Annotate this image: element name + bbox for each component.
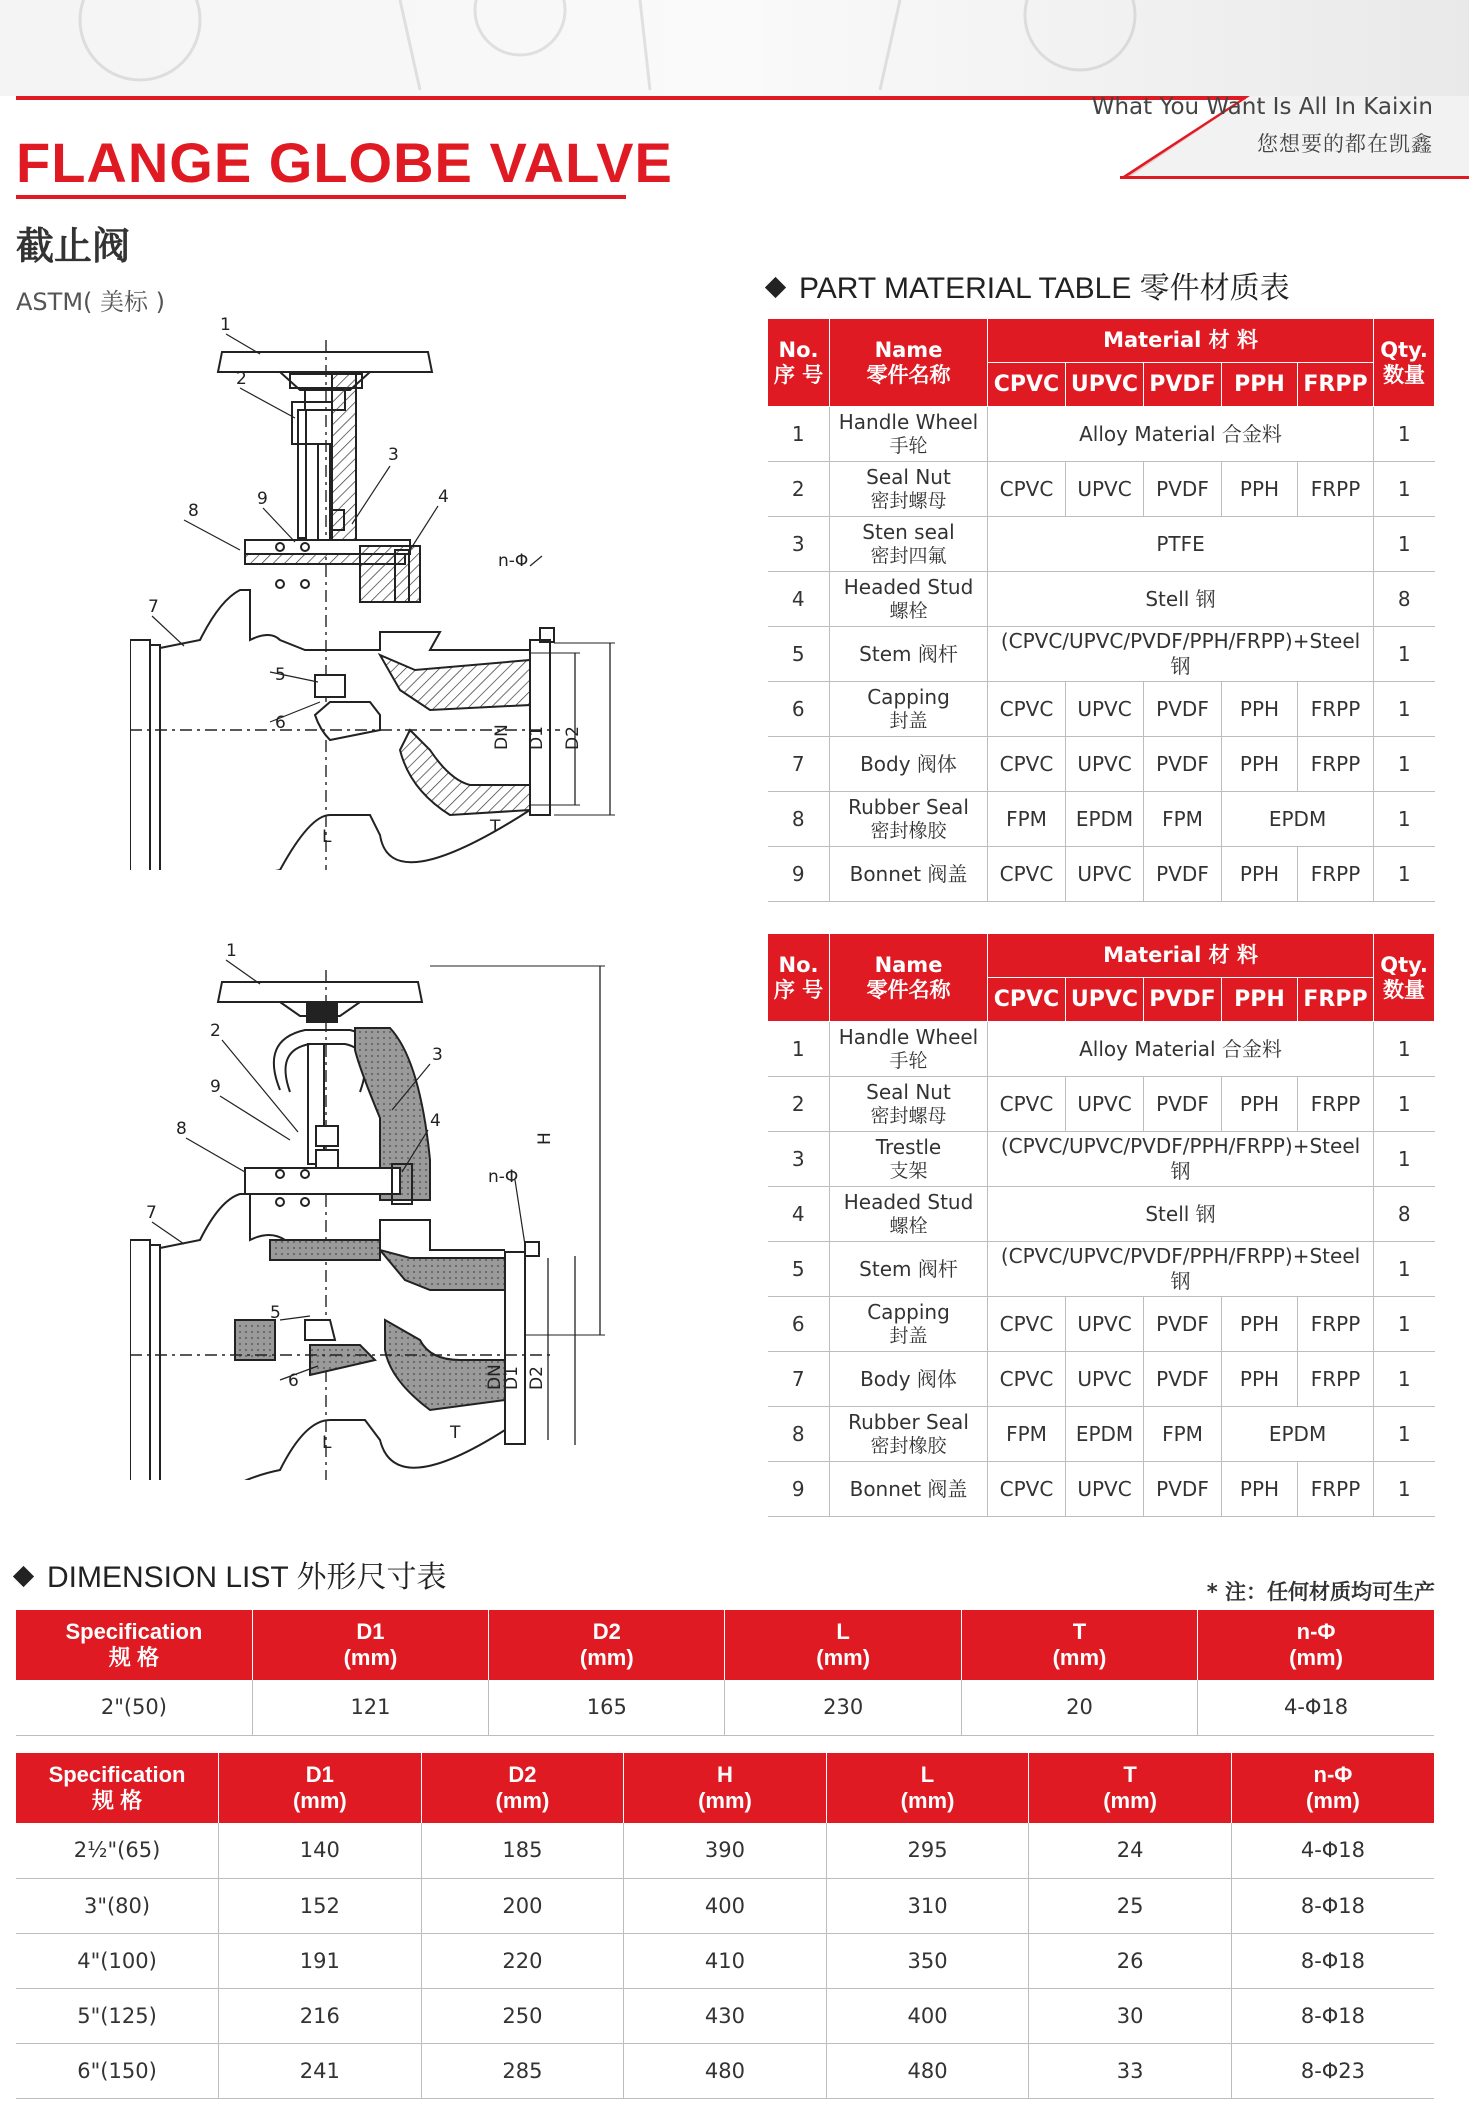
- header-name: Name 零件名称: [830, 319, 988, 407]
- header-cpvc: CPVC: [988, 978, 1066, 1022]
- dimension-table-1: [16, 1610, 1434, 1736]
- header-pph: PPH: [1222, 978, 1298, 1022]
- material-cell: EPDM: [1066, 1407, 1144, 1462]
- row-number: 4: [768, 1187, 830, 1242]
- quantity: 1: [1374, 1462, 1435, 1517]
- part-name: Body 阀体: [830, 737, 988, 792]
- part-name: Rubber Seal 密封橡胶: [830, 792, 988, 847]
- material-cell: PPH: [1222, 1352, 1298, 1407]
- drawing2-label-8: 8: [176, 1119, 187, 1139]
- drawing2-label-6: 6: [288, 1371, 299, 1391]
- table-cell: 2"(50): [16, 1680, 252, 1735]
- table-cell: 4-Φ18: [1198, 1680, 1434, 1735]
- diamond-bullet-icon: [765, 276, 786, 297]
- part-name: Handle Wheel 手轮: [830, 1022, 988, 1077]
- quantity: 1: [1374, 1242, 1435, 1297]
- material-cell: CPVC: [988, 847, 1066, 902]
- material-cell: FRPP: [1298, 847, 1374, 902]
- part-name: Bonnet 阀盖: [830, 1462, 988, 1517]
- material-cell: FRPP: [1298, 462, 1374, 517]
- table-cell: 241: [219, 2043, 422, 2098]
- material-cell: PVDF: [1144, 462, 1222, 517]
- material-cell: FRPP: [1298, 1462, 1374, 1517]
- table-cell: 390: [624, 1823, 827, 1878]
- table-row: [16, 1823, 1434, 1878]
- table-row: [16, 2043, 1434, 2098]
- drawing2-label-9: 9: [210, 1077, 221, 1097]
- table-row: [768, 1297, 1435, 1352]
- table-row: [768, 1407, 1435, 1462]
- material-cell: PPH: [1222, 1077, 1298, 1132]
- tagline-en: What You Want Is All In Kaixin: [1091, 94, 1433, 120]
- table-row: [768, 572, 1435, 627]
- material-span: (CPVC/UPVC/PVDF/PPH/FRPP)+Steel 钢: [988, 627, 1374, 682]
- column-header: D1 (mm): [252, 1610, 488, 1680]
- part-name: Trestle 支架: [830, 1132, 988, 1187]
- drawing2-label-5: 5: [270, 1303, 281, 1323]
- table-cell: 8-Φ18: [1231, 1878, 1434, 1933]
- material-span: Alloy Material 合金料: [988, 1022, 1374, 1077]
- header-pvdf: PVDF: [1144, 363, 1222, 407]
- material-span: PTFE: [988, 517, 1374, 572]
- table-cell: 400: [624, 1878, 827, 1933]
- table-cell: 220: [421, 1933, 624, 1988]
- material-cell: UPVC: [1066, 737, 1144, 792]
- row-number: 6: [768, 1297, 830, 1352]
- drawing2-h-label: H: [535, 1132, 555, 1145]
- table-cell: 140: [219, 1823, 422, 1878]
- material-cell: PPH: [1222, 682, 1298, 737]
- material-cell: PVDF: [1144, 737, 1222, 792]
- quantity: 1: [1374, 1077, 1435, 1132]
- drawing2-label-3: 3: [432, 1045, 443, 1065]
- material-span: Stell 钢: [988, 572, 1374, 627]
- row-number: 9: [768, 847, 830, 902]
- table-cell: 8-Φ18: [1231, 1933, 1434, 1988]
- material-cell: PVDF: [1144, 1077, 1222, 1132]
- material-cell: UPVC: [1066, 462, 1144, 517]
- row-number: 5: [768, 1242, 830, 1297]
- column-header: L (mm): [725, 1610, 961, 1680]
- material-cell: CPVC: [988, 1297, 1066, 1352]
- quantity: 8: [1374, 572, 1435, 627]
- quantity: 1: [1374, 682, 1435, 737]
- header-qty: Qty. 数量: [1374, 934, 1435, 1022]
- row-number: 4: [768, 572, 830, 627]
- material-cell: FPM: [1144, 792, 1222, 847]
- drawing2-dn-label: DN: [485, 1364, 505, 1390]
- drawing2-bolt-label: n-Φ: [488, 1167, 519, 1187]
- quantity: 1: [1374, 1022, 1435, 1077]
- header-name: Name 零件名称: [830, 934, 988, 1022]
- table-cell: 5"(125): [16, 1988, 219, 2043]
- drawing1-label-1: 1: [220, 315, 231, 335]
- drawing2-d2-label: D2: [527, 1366, 547, 1390]
- table-cell: 6"(150): [16, 2043, 219, 2098]
- drawing1-t-label: T: [490, 817, 501, 837]
- drawing1-label-9: 9: [257, 489, 268, 509]
- standard-label: ASTM( 美标 ): [16, 288, 166, 316]
- drawing1-d1-label: D1: [527, 726, 547, 750]
- part-name: Headed Stud 螺栓: [830, 1187, 988, 1242]
- column-header: D2 (mm): [421, 1753, 624, 1823]
- table-cell: 8-Φ18: [1231, 1988, 1434, 2043]
- table-row: [16, 1988, 1434, 2043]
- table-cell: 8-Φ23: [1231, 2043, 1434, 2098]
- material-cell: CPVC: [988, 682, 1066, 737]
- header-no: No. 序 号: [768, 319, 830, 407]
- row-number: 3: [768, 1132, 830, 1187]
- table-cell: 24: [1029, 1823, 1232, 1878]
- drawing1-label-7: 7: [148, 597, 159, 617]
- material-cell: PPH: [1222, 462, 1298, 517]
- header-frpp: FRPP: [1298, 978, 1374, 1022]
- material-span: (CPVC/UPVC/PVDF/PPH/FRPP)+Steel 钢: [988, 1242, 1374, 1297]
- part-name: Handle Wheel 手轮: [830, 407, 988, 462]
- table-cell: 3"(80): [16, 1878, 219, 1933]
- material-cell: PVDF: [1144, 847, 1222, 902]
- part-name: Seal Nut 密封螺母: [830, 462, 988, 517]
- table-row: [768, 1077, 1435, 1132]
- table-cell: 230: [725, 1680, 961, 1735]
- column-header: n-Φ (mm): [1198, 1610, 1434, 1680]
- column-header: T (mm): [1029, 1753, 1232, 1823]
- table-cell: 30: [1029, 1988, 1232, 2043]
- title-underline: [16, 195, 626, 199]
- material-cell: PVDF: [1144, 1297, 1222, 1352]
- table-cell: 400: [826, 1988, 1029, 2043]
- quantity: 1: [1374, 407, 1435, 462]
- drawing1-label-8: 8: [188, 501, 199, 521]
- material-cell: CPVC: [988, 462, 1066, 517]
- table-cell: 2½"(65): [16, 1823, 219, 1878]
- column-header: Specification 规 格: [16, 1610, 252, 1680]
- row-number: 8: [768, 792, 830, 847]
- table-cell: 285: [421, 2043, 624, 2098]
- part-name: Bonnet 阀盖: [830, 847, 988, 902]
- quantity: 1: [1374, 737, 1435, 792]
- row-number: 2: [768, 462, 830, 517]
- column-header: n-Φ (mm): [1231, 1753, 1434, 1823]
- drawing1-label-2: 2: [236, 369, 247, 389]
- quantity: 1: [1374, 1407, 1435, 1462]
- column-header: T (mm): [961, 1610, 1197, 1680]
- material-cell: FPM: [988, 1407, 1066, 1462]
- table-row: [768, 517, 1435, 572]
- valve-drawing-1: [130, 310, 630, 870]
- part-material-title: PART MATERIAL TABLE 零件材质表: [768, 263, 1290, 307]
- quantity: 1: [1374, 1352, 1435, 1407]
- material-cell: PVDF: [1144, 682, 1222, 737]
- table-row: [768, 682, 1435, 737]
- dimension-title: DIMENSION LIST 外形尺寸表: [16, 1552, 447, 1596]
- quantity: 1: [1374, 792, 1435, 847]
- drawing1-label-3: 3: [388, 445, 399, 465]
- column-header: L (mm): [826, 1753, 1029, 1823]
- page-title-cn: 截止阀: [16, 224, 131, 268]
- table-row: [16, 1878, 1434, 1933]
- material-cell: EPDM: [1222, 1407, 1374, 1462]
- diamond-bullet-icon: [13, 1565, 34, 1586]
- material-cell: PPH: [1222, 1462, 1298, 1517]
- header-no: No. 序 号: [768, 934, 830, 1022]
- table-cell: 4-Φ18: [1231, 1823, 1434, 1878]
- drawing1-bolt-label: n-Φ: [498, 551, 529, 571]
- table-cell: 185: [421, 1823, 624, 1878]
- material-cell: PVDF: [1144, 1462, 1222, 1517]
- part-material-table-2: [767, 933, 1435, 1517]
- material-cell: UPVC: [1066, 1077, 1144, 1132]
- drawing2-l-label: L: [322, 1433, 332, 1453]
- table-cell: 216: [219, 1988, 422, 2043]
- valve-drawing-2: [130, 940, 610, 1480]
- header-frpp: FRPP: [1298, 363, 1374, 407]
- table-cell: 4"(100): [16, 1933, 219, 1988]
- material-span: (CPVC/UPVC/PVDF/PPH/FRPP)+Steel 钢: [988, 1132, 1374, 1187]
- table-cell: 165: [489, 1680, 725, 1735]
- table-row: [768, 1187, 1435, 1242]
- header-material: Material 材 料: [988, 319, 1374, 363]
- part-name: Stem 阀杆: [830, 627, 988, 682]
- material-cell: PPH: [1222, 847, 1298, 902]
- material-cell: UPVC: [1066, 682, 1144, 737]
- table-row: [768, 737, 1435, 792]
- header-pvdf: PVDF: [1144, 978, 1222, 1022]
- material-cell: FRPP: [1298, 737, 1374, 792]
- drawing2-label-2: 2: [210, 1021, 221, 1041]
- material-cell: FPM: [1144, 1407, 1222, 1462]
- material-span: Alloy Material 合金料: [988, 407, 1374, 462]
- row-number: 3: [768, 517, 830, 572]
- table-row: [16, 1680, 1434, 1735]
- table-cell: 430: [624, 1988, 827, 2043]
- table-cell: 26: [1029, 1933, 1232, 1988]
- column-header: D1 (mm): [219, 1753, 422, 1823]
- header-pph: PPH: [1222, 363, 1298, 407]
- table-row: [768, 462, 1435, 517]
- material-cell: FRPP: [1298, 1077, 1374, 1132]
- quantity: 1: [1374, 517, 1435, 572]
- material-cell: CPVC: [988, 1462, 1066, 1517]
- drawing1-label-6: 6: [275, 713, 286, 733]
- material-cell: UPVC: [1066, 1297, 1144, 1352]
- table-row: [16, 1933, 1434, 1988]
- table-cell: 121: [252, 1680, 488, 1735]
- material-cell: UPVC: [1066, 1352, 1144, 1407]
- part-name: Headed Stud 螺栓: [830, 572, 988, 627]
- table-row: [768, 847, 1435, 902]
- row-number: 1: [768, 1022, 830, 1077]
- material-cell: CPVC: [988, 737, 1066, 792]
- table-cell: 480: [826, 2043, 1029, 2098]
- material-cell: FRPP: [1298, 1352, 1374, 1407]
- material-cell: UPVC: [1066, 847, 1144, 902]
- material-cell: CPVC: [988, 1077, 1066, 1132]
- part-name: Seal Nut 密封螺母: [830, 1077, 988, 1132]
- table-cell: 20: [961, 1680, 1197, 1735]
- table-row: [768, 1242, 1435, 1297]
- row-number: 1: [768, 407, 830, 462]
- table-cell: 310: [826, 1878, 1029, 1933]
- row-number: 7: [768, 1352, 830, 1407]
- drawing2-d1-label: D1: [502, 1366, 522, 1390]
- drawing2-label-4: 4: [430, 1111, 441, 1131]
- row-number: 2: [768, 1077, 830, 1132]
- table-cell: 200: [421, 1878, 624, 1933]
- row-number: 6: [768, 682, 830, 737]
- drawing1-l-label: L: [322, 827, 332, 847]
- header-upvc: UPVC: [1066, 978, 1144, 1022]
- table-row: [768, 1132, 1435, 1187]
- table-cell: 480: [624, 2043, 827, 2098]
- table-cell: 152: [219, 1878, 422, 1933]
- table-cell: 250: [421, 1988, 624, 2043]
- material-cell: FRPP: [1298, 682, 1374, 737]
- table-cell: 25: [1029, 1878, 1232, 1933]
- quantity: 1: [1374, 462, 1435, 517]
- part-name: Sten seal 密封四氟: [830, 517, 988, 572]
- drawing1-d2-label: D2: [563, 726, 583, 750]
- table-cell: 410: [624, 1933, 827, 1988]
- part-name: Capping 封盖: [830, 682, 988, 737]
- table-cell: 295: [826, 1823, 1029, 1878]
- part-name: Capping 封盖: [830, 1297, 988, 1352]
- material-cell: EPDM: [1066, 792, 1144, 847]
- table-row: [768, 1022, 1435, 1077]
- quantity: 1: [1374, 627, 1435, 682]
- material-cell: UPVC: [1066, 1462, 1144, 1517]
- part-name: Stem 阀杆: [830, 1242, 988, 1297]
- row-number: 9: [768, 1462, 830, 1517]
- material-cell: PVDF: [1144, 1352, 1222, 1407]
- table-row: [768, 1352, 1435, 1407]
- header-material: Material 材 料: [988, 934, 1374, 978]
- part-name: Rubber Seal 密封橡胶: [830, 1407, 988, 1462]
- page-title: FLANGE GLOBE VALVE: [16, 131, 673, 194]
- material-cell: EPDM: [1222, 792, 1374, 847]
- header-cpvc: CPVC: [988, 363, 1066, 407]
- table-cell: 350: [826, 1933, 1029, 1988]
- material-cell: FPM: [988, 792, 1066, 847]
- drawing2-label-1: 1: [226, 941, 237, 961]
- quantity: 1: [1374, 847, 1435, 902]
- material-span: Stell 钢: [988, 1187, 1374, 1242]
- table-cell: 33: [1029, 2043, 1232, 2098]
- material-cell: FRPP: [1298, 1297, 1374, 1352]
- tagline-cn: 您想要的都在凯鑫: [1257, 132, 1433, 156]
- material-cell: PPH: [1222, 737, 1298, 792]
- header-qty: Qty. 数量: [1374, 319, 1435, 407]
- drawing1-label-4: 4: [438, 487, 449, 507]
- part-material-table-1: [767, 318, 1435, 902]
- column-header: D2 (mm): [489, 1610, 725, 1680]
- table-row: [768, 407, 1435, 462]
- row-number: 5: [768, 627, 830, 682]
- table-row: [768, 627, 1435, 682]
- quantity: 1: [1374, 1297, 1435, 1352]
- quantity: 8: [1374, 1187, 1435, 1242]
- column-header: Specification 规 格: [16, 1753, 219, 1823]
- column-header: H (mm): [624, 1753, 827, 1823]
- header-upvc: UPVC: [1066, 363, 1144, 407]
- drawing1-dn-label: DN: [492, 724, 512, 750]
- material-cell: CPVC: [988, 1352, 1066, 1407]
- table-row: [768, 792, 1435, 847]
- part-name: Body 阀体: [830, 1352, 988, 1407]
- production-note: * 注：任何材质均可生产: [1206, 1580, 1435, 1604]
- table-row: [768, 1462, 1435, 1517]
- material-cell: PPH: [1222, 1297, 1298, 1352]
- row-number: 7: [768, 737, 830, 792]
- dimension-table-2: [16, 1753, 1434, 2099]
- drawing1-label-5: 5: [275, 665, 286, 685]
- quantity: 1: [1374, 1132, 1435, 1187]
- drawing2-label-7: 7: [146, 1203, 157, 1223]
- table-cell: 191: [219, 1933, 422, 1988]
- drawing2-t-label: T: [450, 1423, 461, 1443]
- row-number: 8: [768, 1407, 830, 1462]
